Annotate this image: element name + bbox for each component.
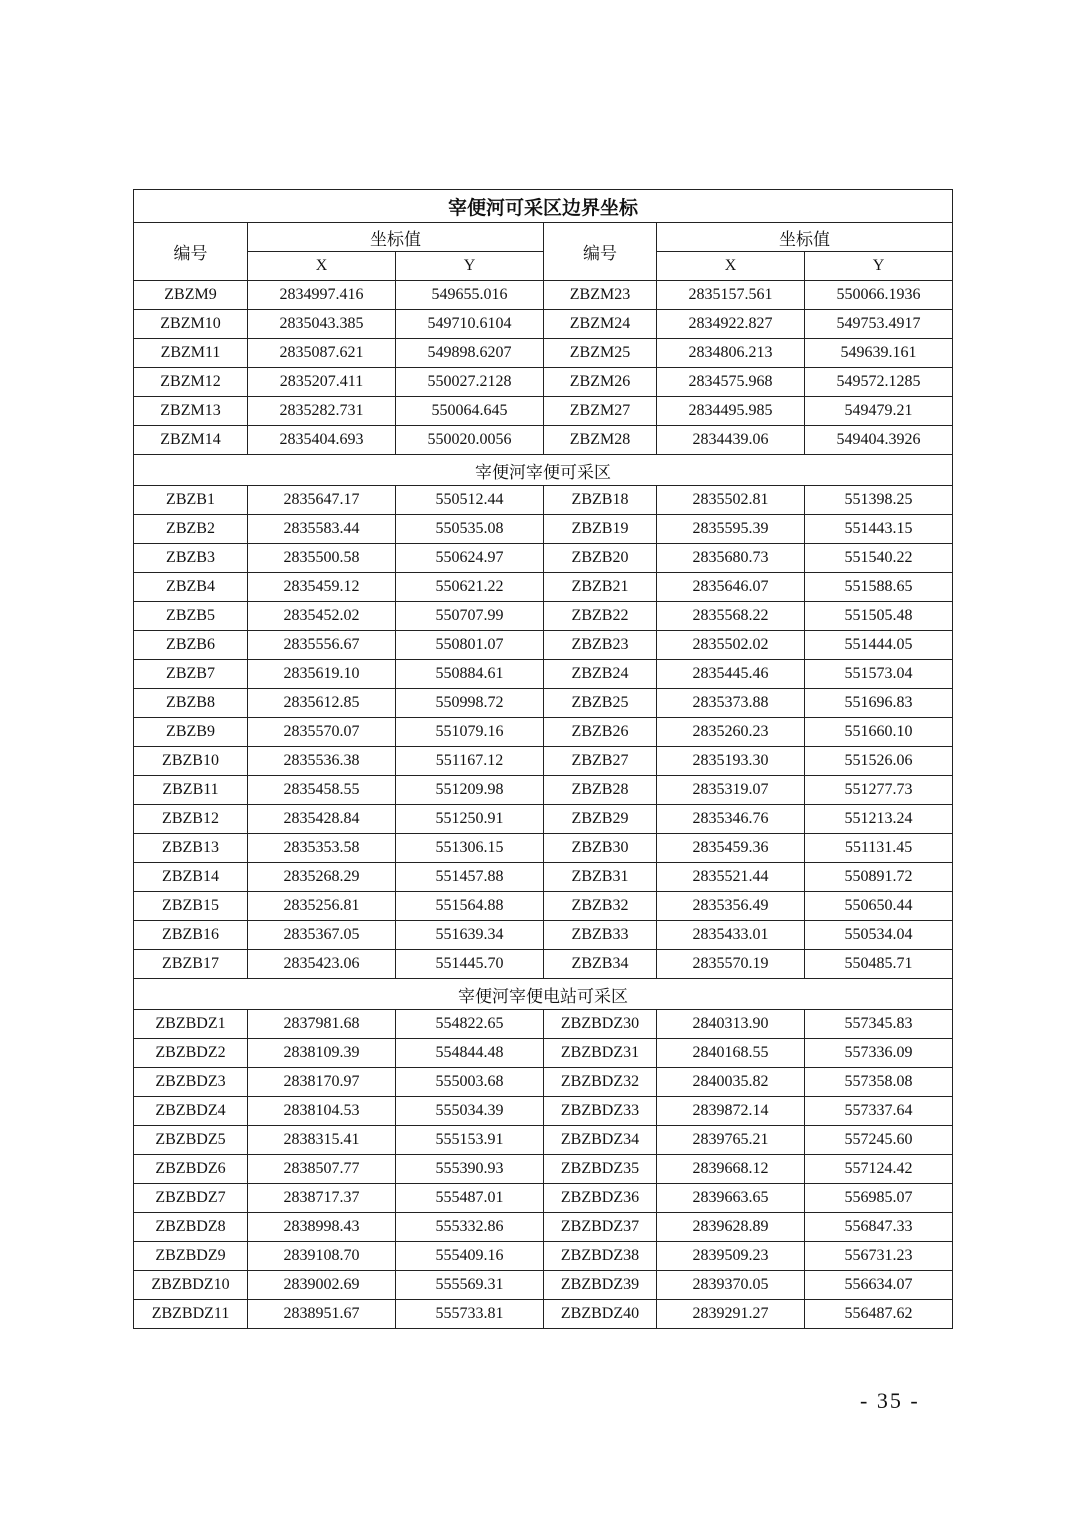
boundary-coordinates-table xyxy=(133,189,953,1329)
y-coordinate-cell: 550066.1936 xyxy=(805,281,953,310)
table-row xyxy=(134,718,953,747)
section-header-row xyxy=(134,979,953,1010)
x-coordinate-cell: 2835207.411 xyxy=(248,368,396,397)
header-x-left: X xyxy=(248,252,396,281)
point-id-cell: ZBZB16 xyxy=(134,921,248,950)
point-id-cell: ZBZB14 xyxy=(134,863,248,892)
x-coordinate-cell: 2838315.41 xyxy=(248,1126,396,1155)
y-coordinate-cell: 551457.88 xyxy=(396,863,544,892)
table-row xyxy=(134,863,953,892)
table-row xyxy=(134,1068,953,1097)
y-coordinate-cell: 556985.07 xyxy=(805,1184,953,1213)
x-coordinate-cell: 2840168.55 xyxy=(657,1039,805,1068)
x-coordinate-cell: 2835502.02 xyxy=(657,631,805,660)
point-id-cell: ZBZBDZ8 xyxy=(134,1213,248,1242)
point-id-cell: ZBZBDZ40 xyxy=(544,1300,657,1329)
section-title: 宰便河宰便可采区 xyxy=(134,455,953,486)
y-coordinate-cell: 550891.72 xyxy=(805,863,953,892)
x-coordinate-cell: 2835282.731 xyxy=(248,397,396,426)
y-coordinate-cell: 550512.44 xyxy=(396,486,544,515)
x-coordinate-cell: 2835459.12 xyxy=(248,573,396,602)
point-id-cell: ZBZB1 xyxy=(134,486,248,515)
point-id-cell: ZBZB30 xyxy=(544,834,657,863)
point-id-cell: ZBZB28 xyxy=(544,776,657,805)
table-row xyxy=(134,1155,953,1184)
y-coordinate-cell: 549404.3926 xyxy=(805,426,953,455)
table-body xyxy=(134,281,953,1329)
point-id-cell: ZBZB5 xyxy=(134,602,248,631)
y-coordinate-cell: 550801.07 xyxy=(396,631,544,660)
y-coordinate-cell: 551079.16 xyxy=(396,718,544,747)
y-coordinate-cell: 551444.05 xyxy=(805,631,953,660)
y-coordinate-cell: 551573.04 xyxy=(805,660,953,689)
table-row xyxy=(134,310,953,339)
y-coordinate-cell: 549479.21 xyxy=(805,397,953,426)
x-coordinate-cell: 2835193.30 xyxy=(657,747,805,776)
point-id-cell: ZBZBDZ30 xyxy=(544,1010,657,1039)
x-coordinate-cell: 2839509.23 xyxy=(657,1242,805,1271)
point-id-cell: ZBZBDZ35 xyxy=(544,1155,657,1184)
table-row xyxy=(134,892,953,921)
x-coordinate-cell: 2838170.97 xyxy=(248,1068,396,1097)
x-coordinate-cell: 2839765.21 xyxy=(657,1126,805,1155)
x-coordinate-cell: 2839291.27 xyxy=(657,1300,805,1329)
x-coordinate-cell: 2837981.68 xyxy=(248,1010,396,1039)
table-row xyxy=(134,834,953,863)
table-row xyxy=(134,515,953,544)
y-coordinate-cell: 550707.99 xyxy=(396,602,544,631)
point-id-cell: ZBZBDZ33 xyxy=(544,1097,657,1126)
point-id-cell: ZBZB3 xyxy=(134,544,248,573)
x-coordinate-cell: 2835570.07 xyxy=(248,718,396,747)
point-id-cell: ZBZM26 xyxy=(544,368,657,397)
x-coordinate-cell: 2835356.49 xyxy=(657,892,805,921)
y-coordinate-cell: 556487.62 xyxy=(805,1300,953,1329)
point-id-cell: ZBZBDZ34 xyxy=(544,1126,657,1155)
x-coordinate-cell: 2835568.22 xyxy=(657,602,805,631)
y-coordinate-cell: 549710.6104 xyxy=(396,310,544,339)
point-id-cell: ZBZB12 xyxy=(134,805,248,834)
table-row xyxy=(134,339,953,368)
y-coordinate-cell: 550998.72 xyxy=(396,689,544,718)
x-coordinate-cell: 2835428.84 xyxy=(248,805,396,834)
table-row xyxy=(134,1271,953,1300)
table-row xyxy=(134,486,953,515)
point-id-cell: ZBZB11 xyxy=(134,776,248,805)
point-id-cell: ZBZBDZ3 xyxy=(134,1068,248,1097)
y-coordinate-cell: 555569.31 xyxy=(396,1271,544,1300)
y-coordinate-cell: 549753.4917 xyxy=(805,310,953,339)
table-row xyxy=(134,1126,953,1155)
x-coordinate-cell: 2839370.05 xyxy=(657,1271,805,1300)
x-coordinate-cell: 2835459.36 xyxy=(657,834,805,863)
x-coordinate-cell: 2835619.10 xyxy=(248,660,396,689)
x-coordinate-cell: 2838104.53 xyxy=(248,1097,396,1126)
y-coordinate-cell: 556731.23 xyxy=(805,1242,953,1271)
x-coordinate-cell: 2840035.82 xyxy=(657,1068,805,1097)
point-id-cell: ZBZM25 xyxy=(544,339,657,368)
point-id-cell: ZBZB13 xyxy=(134,834,248,863)
page-number: - 35 - xyxy=(860,1388,920,1413)
section-title: 宰便河宰便电站可采区 xyxy=(134,979,953,1010)
x-coordinate-cell: 2835570.19 xyxy=(657,950,805,979)
point-id-cell: ZBZB31 xyxy=(544,863,657,892)
header-x-right: X xyxy=(657,252,805,281)
point-id-cell: ZBZBDZ10 xyxy=(134,1271,248,1300)
point-id-cell: ZBZM9 xyxy=(134,281,248,310)
point-id-cell: ZBZB23 xyxy=(544,631,657,660)
point-id-cell: ZBZBDZ5 xyxy=(134,1126,248,1155)
point-id-cell: ZBZM10 xyxy=(134,310,248,339)
header-coord-left: 坐标值 xyxy=(248,223,544,252)
y-coordinate-cell: 557245.60 xyxy=(805,1126,953,1155)
y-coordinate-cell: 549655.016 xyxy=(396,281,544,310)
x-coordinate-cell: 2834997.416 xyxy=(248,281,396,310)
x-coordinate-cell: 2834922.827 xyxy=(657,310,805,339)
table-row xyxy=(134,747,953,776)
y-coordinate-cell: 550020.0056 xyxy=(396,426,544,455)
x-coordinate-cell: 2835647.17 xyxy=(248,486,396,515)
y-coordinate-cell: 550064.645 xyxy=(396,397,544,426)
y-coordinate-cell: 551167.12 xyxy=(396,747,544,776)
y-coordinate-cell: 555332.86 xyxy=(396,1213,544,1242)
point-id-cell: ZBZM24 xyxy=(544,310,657,339)
table-row xyxy=(134,921,953,950)
table-row xyxy=(134,1242,953,1271)
x-coordinate-cell: 2838951.67 xyxy=(248,1300,396,1329)
x-coordinate-cell: 2838717.37 xyxy=(248,1184,396,1213)
y-coordinate-cell: 550535.08 xyxy=(396,515,544,544)
x-coordinate-cell: 2838507.77 xyxy=(248,1155,396,1184)
table-row xyxy=(134,1213,953,1242)
point-id-cell: ZBZB32 xyxy=(544,892,657,921)
point-id-cell: ZBZB15 xyxy=(134,892,248,921)
point-id-cell: ZBZM28 xyxy=(544,426,657,455)
y-coordinate-cell: 555487.01 xyxy=(396,1184,544,1213)
y-coordinate-cell: 549898.6207 xyxy=(396,339,544,368)
x-coordinate-cell: 2838998.43 xyxy=(248,1213,396,1242)
x-coordinate-cell: 2835536.38 xyxy=(248,747,396,776)
header-id-right: 编号 xyxy=(544,223,657,281)
y-coordinate-cell: 551250.91 xyxy=(396,805,544,834)
table-row xyxy=(134,426,953,455)
point-id-cell: ZBZM13 xyxy=(134,397,248,426)
y-coordinate-cell: 551209.98 xyxy=(396,776,544,805)
x-coordinate-cell: 2835367.05 xyxy=(248,921,396,950)
y-coordinate-cell: 550534.04 xyxy=(805,921,953,950)
x-coordinate-cell: 2835319.07 xyxy=(657,776,805,805)
x-coordinate-cell: 2835502.81 xyxy=(657,486,805,515)
y-coordinate-cell: 555390.93 xyxy=(396,1155,544,1184)
point-id-cell: ZBZBDZ9 xyxy=(134,1242,248,1271)
y-coordinate-cell: 551443.15 xyxy=(805,515,953,544)
y-coordinate-cell: 555409.16 xyxy=(396,1242,544,1271)
table-row xyxy=(134,776,953,805)
point-id-cell: ZBZM11 xyxy=(134,339,248,368)
y-coordinate-cell: 557336.09 xyxy=(805,1039,953,1068)
x-coordinate-cell: 2834495.985 xyxy=(657,397,805,426)
point-id-cell: ZBZBDZ1 xyxy=(134,1010,248,1039)
point-id-cell: ZBZB27 xyxy=(544,747,657,776)
y-coordinate-cell: 551398.25 xyxy=(805,486,953,515)
x-coordinate-cell: 2839108.70 xyxy=(248,1242,396,1271)
table-row xyxy=(134,368,953,397)
y-coordinate-cell: 549572.1285 xyxy=(805,368,953,397)
point-id-cell: ZBZBDZ4 xyxy=(134,1097,248,1126)
x-coordinate-cell: 2834806.213 xyxy=(657,339,805,368)
y-coordinate-cell: 550621.22 xyxy=(396,573,544,602)
point-id-cell: ZBZB29 xyxy=(544,805,657,834)
x-coordinate-cell: 2835404.693 xyxy=(248,426,396,455)
point-id-cell: ZBZB19 xyxy=(544,515,657,544)
point-id-cell: ZBZBDZ38 xyxy=(544,1242,657,1271)
y-coordinate-cell: 556634.07 xyxy=(805,1271,953,1300)
x-coordinate-cell: 2835346.76 xyxy=(657,805,805,834)
point-id-cell: ZBZB22 xyxy=(544,602,657,631)
x-coordinate-cell: 2835556.67 xyxy=(248,631,396,660)
point-id-cell: ZBZB24 xyxy=(544,660,657,689)
x-coordinate-cell: 2835452.02 xyxy=(248,602,396,631)
y-coordinate-cell: 554844.48 xyxy=(396,1039,544,1068)
x-coordinate-cell: 2840313.90 xyxy=(657,1010,805,1039)
y-coordinate-cell: 550027.2128 xyxy=(396,368,544,397)
x-coordinate-cell: 2835583.44 xyxy=(248,515,396,544)
point-id-cell: ZBZB2 xyxy=(134,515,248,544)
point-id-cell: ZBZB6 xyxy=(134,631,248,660)
y-coordinate-cell: 550485.71 xyxy=(805,950,953,979)
x-coordinate-cell: 2839668.12 xyxy=(657,1155,805,1184)
y-coordinate-cell: 557124.42 xyxy=(805,1155,953,1184)
y-coordinate-cell: 551131.45 xyxy=(805,834,953,863)
y-coordinate-cell: 551445.70 xyxy=(396,950,544,979)
point-id-cell: ZBZBDZ2 xyxy=(134,1039,248,1068)
y-coordinate-cell: 551639.34 xyxy=(396,921,544,950)
y-coordinate-cell: 551564.88 xyxy=(396,892,544,921)
point-id-cell: ZBZB4 xyxy=(134,573,248,602)
x-coordinate-cell: 2835256.81 xyxy=(248,892,396,921)
point-id-cell: ZBZM12 xyxy=(134,368,248,397)
table-row xyxy=(134,397,953,426)
table-row xyxy=(134,805,953,834)
y-coordinate-cell: 555003.68 xyxy=(396,1068,544,1097)
x-coordinate-cell: 2835157.561 xyxy=(657,281,805,310)
x-coordinate-cell: 2839872.14 xyxy=(657,1097,805,1126)
y-coordinate-cell: 551588.65 xyxy=(805,573,953,602)
point-id-cell: ZBZBDZ7 xyxy=(134,1184,248,1213)
y-coordinate-cell: 555733.81 xyxy=(396,1300,544,1329)
x-coordinate-cell: 2835680.73 xyxy=(657,544,805,573)
table-row xyxy=(134,1300,953,1329)
x-coordinate-cell: 2834439.06 xyxy=(657,426,805,455)
point-id-cell: ZBZB17 xyxy=(134,950,248,979)
table-row xyxy=(134,281,953,310)
x-coordinate-cell: 2835521.44 xyxy=(657,863,805,892)
header-coord-right: 坐标值 xyxy=(657,223,953,252)
table-row xyxy=(134,1097,953,1126)
y-coordinate-cell: 551660.10 xyxy=(805,718,953,747)
point-id-cell: ZBZM23 xyxy=(544,281,657,310)
x-coordinate-cell: 2835595.39 xyxy=(657,515,805,544)
point-id-cell: ZBZB33 xyxy=(544,921,657,950)
point-id-cell: ZBZB7 xyxy=(134,660,248,689)
table-row xyxy=(134,602,953,631)
y-coordinate-cell: 549639.161 xyxy=(805,339,953,368)
table-row xyxy=(134,573,953,602)
point-id-cell: ZBZBDZ39 xyxy=(544,1271,657,1300)
x-coordinate-cell: 2835043.385 xyxy=(248,310,396,339)
x-coordinate-cell: 2835500.58 xyxy=(248,544,396,573)
y-coordinate-cell: 551306.15 xyxy=(396,834,544,863)
x-coordinate-cell: 2835445.46 xyxy=(657,660,805,689)
x-coordinate-cell: 2839663.65 xyxy=(657,1184,805,1213)
y-coordinate-cell: 555034.39 xyxy=(396,1097,544,1126)
x-coordinate-cell: 2835646.07 xyxy=(657,573,805,602)
point-id-cell: ZBZBDZ6 xyxy=(134,1155,248,1184)
x-coordinate-cell: 2835087.621 xyxy=(248,339,396,368)
y-coordinate-cell: 550650.44 xyxy=(805,892,953,921)
y-coordinate-cell: 555153.91 xyxy=(396,1126,544,1155)
table-row xyxy=(134,1010,953,1039)
table-row xyxy=(134,544,953,573)
header-id-left: 编号 xyxy=(134,223,248,281)
y-coordinate-cell: 557345.83 xyxy=(805,1010,953,1039)
y-coordinate-cell: 550624.97 xyxy=(396,544,544,573)
point-id-cell: ZBZB21 xyxy=(544,573,657,602)
point-id-cell: ZBZB20 xyxy=(544,544,657,573)
section-header-row xyxy=(134,455,953,486)
point-id-cell: ZBZB10 xyxy=(134,747,248,776)
y-coordinate-cell: 550884.61 xyxy=(396,660,544,689)
y-coordinate-cell: 551505.48 xyxy=(805,602,953,631)
y-coordinate-cell: 551526.06 xyxy=(805,747,953,776)
x-coordinate-cell: 2835260.23 xyxy=(657,718,805,747)
y-coordinate-cell: 551540.22 xyxy=(805,544,953,573)
y-coordinate-cell: 551213.24 xyxy=(805,805,953,834)
x-coordinate-cell: 2835433.01 xyxy=(657,921,805,950)
table-row xyxy=(134,631,953,660)
x-coordinate-cell: 2835373.88 xyxy=(657,689,805,718)
table-title: 宰便河可采区边界坐标 xyxy=(134,190,953,223)
point-id-cell: ZBZBDZ11 xyxy=(134,1300,248,1329)
x-coordinate-cell: 2838109.39 xyxy=(248,1039,396,1068)
x-coordinate-cell: 2839002.69 xyxy=(248,1271,396,1300)
table-row xyxy=(134,1039,953,1068)
x-coordinate-cell: 2835458.55 xyxy=(248,776,396,805)
y-coordinate-cell: 557337.64 xyxy=(805,1097,953,1126)
point-id-cell: ZBZB9 xyxy=(134,718,248,747)
x-coordinate-cell: 2835423.06 xyxy=(248,950,396,979)
y-coordinate-cell: 551696.83 xyxy=(805,689,953,718)
point-id-cell: ZBZBDZ31 xyxy=(544,1039,657,1068)
point-id-cell: ZBZBDZ37 xyxy=(544,1213,657,1242)
point-id-cell: ZBZB34 xyxy=(544,950,657,979)
header-y-left: Y xyxy=(396,252,544,281)
point-id-cell: ZBZBDZ32 xyxy=(544,1068,657,1097)
x-coordinate-cell: 2839628.89 xyxy=(657,1213,805,1242)
x-coordinate-cell: 2835612.85 xyxy=(248,689,396,718)
table-row xyxy=(134,1184,953,1213)
point-id-cell: ZBZBDZ36 xyxy=(544,1184,657,1213)
point-id-cell: ZBZB26 xyxy=(544,718,657,747)
x-coordinate-cell: 2835268.29 xyxy=(248,863,396,892)
y-coordinate-cell: 554822.65 xyxy=(396,1010,544,1039)
point-id-cell: ZBZB25 xyxy=(544,689,657,718)
header-y-right: Y xyxy=(805,252,953,281)
table-row xyxy=(134,689,953,718)
y-coordinate-cell: 551277.73 xyxy=(805,776,953,805)
point-id-cell: ZBZM14 xyxy=(134,426,248,455)
table-row xyxy=(134,950,953,979)
point-id-cell: ZBZB8 xyxy=(134,689,248,718)
table-row xyxy=(134,660,953,689)
point-id-cell: ZBZM27 xyxy=(544,397,657,426)
point-id-cell: ZBZB18 xyxy=(544,486,657,515)
x-coordinate-cell: 2835353.58 xyxy=(248,834,396,863)
y-coordinate-cell: 557358.08 xyxy=(805,1068,953,1097)
y-coordinate-cell: 556847.33 xyxy=(805,1213,953,1242)
x-coordinate-cell: 2834575.968 xyxy=(657,368,805,397)
